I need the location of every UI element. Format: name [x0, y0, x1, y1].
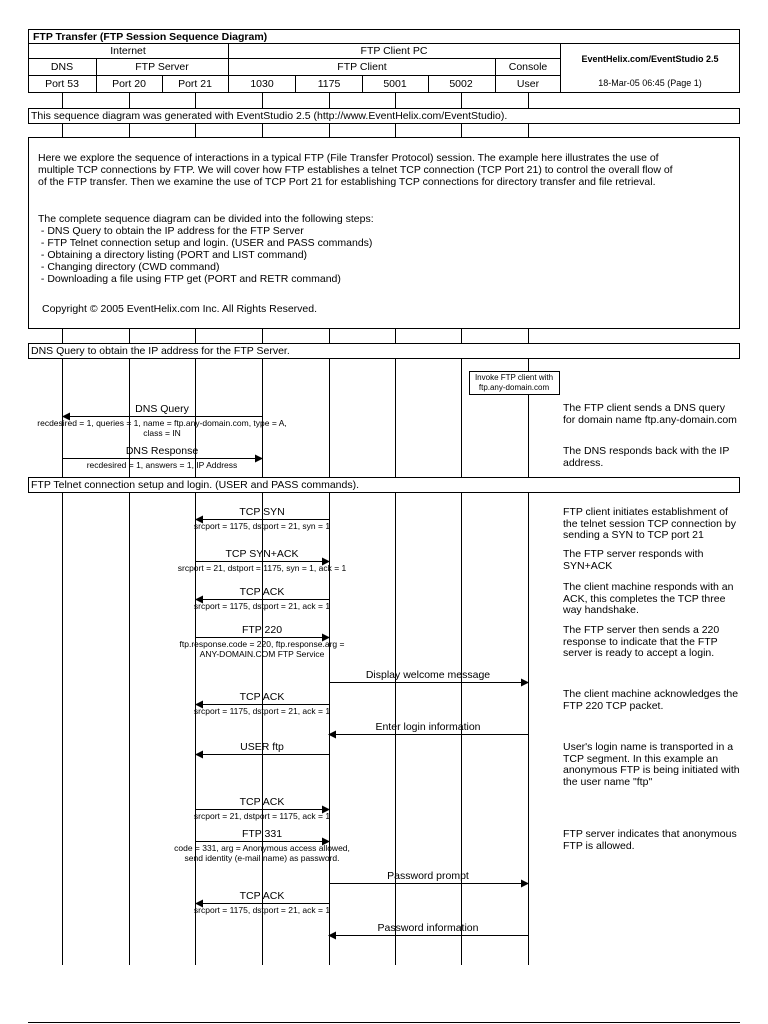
- note-ack: The client machine responds with an ACK, this completes the TCP three way handshake.: [563, 581, 734, 617]
- msg-tcp-ack-1: TCP ACK: [239, 586, 285, 598]
- port-21: Port 21: [178, 78, 212, 90]
- msg-tcp-syn: TCP SYN: [239, 506, 285, 518]
- action-box-line1: Invoke FTP client with: [474, 373, 554, 382]
- msg-tcp-synack: TCP SYN+ACK: [225, 548, 299, 560]
- msg-dns-query-params-2: class = IN: [143, 428, 181, 438]
- msg-tcp-ack-2: TCP ACK: [239, 691, 285, 703]
- port-53: Port 53: [45, 78, 79, 90]
- msg-enter-login: Enter login information: [375, 721, 481, 733]
- msg-ftp-220: FTP 220: [241, 624, 283, 636]
- entity-ftp-server: FTP Server: [135, 61, 189, 73]
- port-user: User: [516, 78, 540, 90]
- msg-ftp-220-params-2: ANY-DOMAIN.COM FTP Service: [199, 649, 325, 659]
- group-client-pc: FTP Client PC: [360, 45, 428, 57]
- diagram-boxes: [29, 138, 740, 493]
- entity-console: Console: [508, 61, 548, 73]
- generated-note: This sequence diagram was generated with EventStudio 2.5 (http://www.EventHelix.com/EventStudio).: [31, 110, 508, 122]
- note-user: User's login name is transported in a TCP segment. In this example an anonymous FTP is being initiated with the user name "ftp": [563, 741, 740, 788]
- diagram-title: FTP Transfer (FTP Session Sequence Diagram): [33, 31, 268, 43]
- brand: EventHelix.com/EventStudio 2.5: [581, 54, 719, 64]
- timestamp: 18-Mar-05 06:45 (Page 1): [598, 78, 702, 88]
- note-ftp-331: FTP server indicates that anonymous FTP is allowed.: [563, 828, 737, 852]
- port-5001: 5001: [383, 78, 407, 90]
- msg-welcome: Display welcome message: [365, 669, 491, 681]
- section-dns: DNS Query to obtain the IP address for the FTP Server.: [31, 345, 290, 357]
- note-dns-response: The DNS responds back with the IP address.: [563, 445, 730, 469]
- port-5002: 5002: [449, 78, 473, 90]
- msg-dns-query-params: recdesired = 1, queries = 1, name = ftp.any-domain.com, type = A,: [37, 418, 287, 428]
- msg-user-ftp: USER ftp: [240, 741, 284, 753]
- msg-tcp-ack-4-params: srcport = 1175, dstport = 21, ack = 1: [193, 905, 331, 915]
- msg-tcp-ack-4: TCP ACK: [239, 890, 285, 902]
- msg-tcp-ack-1-params: srcport = 1175, dstport = 21, ack = 1: [193, 601, 331, 611]
- msg-password-info: Password information: [377, 922, 479, 934]
- port-1175: 1175: [317, 78, 341, 90]
- msg-ftp-220-params: ftp.response.code = 220, ftp.response.arg =: [179, 639, 345, 649]
- msg-tcp-syn-params: srcport = 1175, dstport = 21, syn = 1: [193, 521, 331, 531]
- port-1030: 1030: [250, 78, 274, 90]
- intro-paragraph: Here we explore the sequence of interactions in a typical FTP (File Transfer Protocol) session. The example here illustrates the use of multiple TCP connections by FTP. We will cover how FTP establishes a telnet TCP connection (TCP Port 21) to control the overall flow of of the FTP transfer. Then we examine the use of TCP Port 21 for establishing TCP connections for directory transfer and file retrieval.: [38, 152, 673, 188]
- msg-ftp-331-params: code = 331, arg = Anonymous access allowed,: [174, 843, 350, 853]
- msg-ftp-331-params-2: send identity (e-mail name) as password.: [184, 853, 340, 863]
- msg-ftp-331: FTP 331: [241, 828, 283, 840]
- action-box-line2: ftp.any-domain.com: [478, 383, 550, 392]
- entity-dns: DNS: [50, 61, 74, 73]
- msg-dns-query: DNS Query: [135, 403, 189, 415]
- note-ftp-220: The FTP server then sends a 220 response to indicate that the FTP server is ready to accept a login.: [563, 624, 720, 660]
- group-internet: Internet: [110, 45, 146, 57]
- note-syn: FTP client initiates establishment of the telnet session TCP connection by sending a SYN to TCP port 21: [563, 506, 736, 542]
- note-ack-220: The client machine acknowledges the FTP 220 TCP packet.: [563, 688, 739, 712]
- copyright: Copyright © 2005 EventHelix.com Inc. All Rights Reserved.: [42, 303, 318, 315]
- msg-dns-response-params: recdesired = 1, answers = 1, IP Address: [86, 460, 238, 470]
- section-telnet: FTP Telnet connection setup and login. (USER and PASS commands).: [31, 479, 360, 491]
- note-synack: The FTP server responds with SYN+ACK: [563, 548, 704, 572]
- port-20: Port 20: [112, 78, 146, 90]
- msg-password-prompt: Password prompt: [387, 870, 469, 882]
- steps-list: The complete sequence diagram can be divided into the following steps: - DNS Query to obtain the IP address for the FTP Server - FTP Telnet connection setup and login. (USER and PASS commands) - Obtaining a directory listing (PORT and LIST command) - Changing directory (CWD command) - Downloading a file using FTP get (PORT and RETR command): [38, 213, 374, 285]
- msg-tcp-synack-params: srcport = 21, dstport = 1175, syn = 1, ack = 1: [177, 563, 347, 573]
- note-dns-query: The FTP client sends a DNS query for domain name ftp.any-domain.com: [563, 402, 737, 426]
- msg-tcp-ack-3-params: srcport = 21, dstport = 1175, ack = 1: [193, 811, 331, 821]
- msg-dns-response: DNS Response: [125, 445, 199, 457]
- entity-ftp-client: FTP Client: [337, 61, 387, 73]
- msg-tcp-ack-3: TCP ACK: [239, 796, 285, 808]
- msg-tcp-ack-2-params: srcport = 1175, dstport = 21, ack = 1: [193, 706, 331, 716]
